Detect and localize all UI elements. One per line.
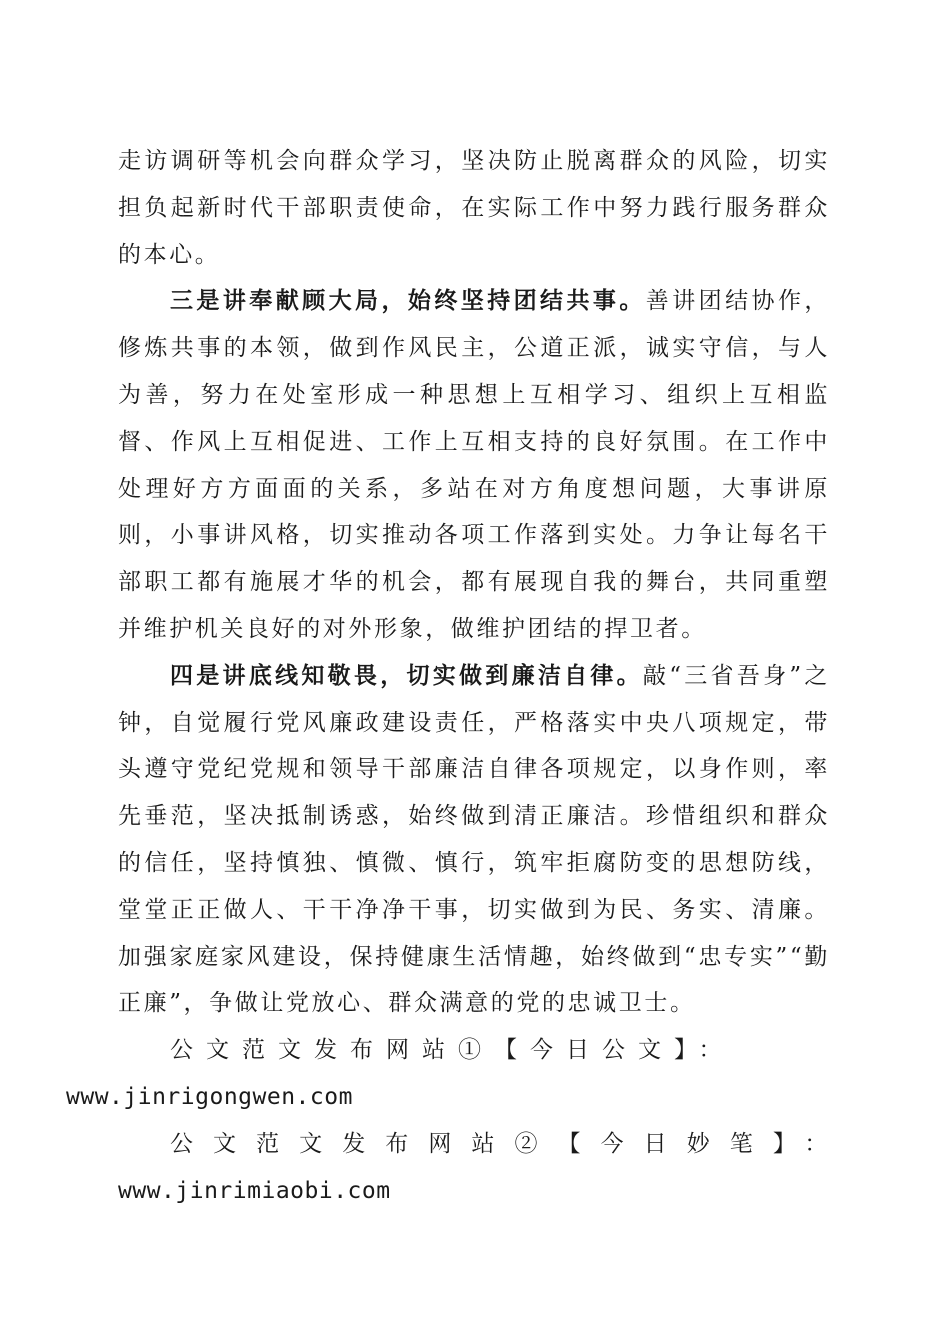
footer-site-label: 公文范文发布网站①【今日公文】： [170,1037,735,1064]
footer-site-url[interactable]: www.jinrigongwen.com [66,1083,353,1110]
paragraph-unity [118,278,830,652]
paragraph-text: 走访调研等机会向群众学习，坚决防止脱离群众的风险，切实担负起新时代干部职责使命，在实际工作中努力践行服务群众的本心。 [118,148,830,268]
footer-site-1 [66,1027,830,1121]
paragraph-heading: 三是讲奉献顾大局，始终坚持团结共事。 [170,287,646,315]
paragraph-text: 善讲团结协作，修炼共事的本领，做到作风民主，公道正派，诚实守信，与人为善，努力在处室形成一种思想上互相学习、组织上互相监督、作风上互相促进、工作上互相支持的良好氛围。在工作中处理好方方面面的关系，多站在对方角度想问题，大事讲原则，小事讲风格，切实推动各项工作落到实处。力争让每名干部职工都有施展才华的机会，都有展现自我的舞台，共同重塑并维护机关良好的对外形象，做维护团结的捍卫者。 [118,288,830,642]
paragraph-continuation [118,138,830,278]
footer-site-label: 公文范文发布网站②【今日妙笔】： [170,1130,830,1157]
paragraph-integrity [118,653,830,1027]
footer-site-2 [118,1121,830,1215]
paragraph-heading: 四是讲底线知敬畏，切实做到廉洁自律。 [170,661,643,689]
document-body [66,138,830,1214]
paragraph-text: 敲“三省吾身”之钟，自觉履行党风廉政建设责任，严格落实中央八项规定，带头遵守党纪党规和领导干部廉洁自律各项规定，以身作则，率先垂范，坚决抵制诱惑，始终做到清正廉洁。珍惜组织和群众的信任，坚持慎独、慎微、慎行，筑牢拒腐防变的思想防线，堂堂正正做人、干干净净干事，切实做到为民、务实、清廉。加强家庭家风建设，保持健康生活情趣，始终做到“忠专实”“勤正廉”，争做让党放心、群众满意的党的忠诚卫士。 [118,662,830,1017]
footer-site-url[interactable]: www.jinrimiaobi.com [118,1177,391,1204]
